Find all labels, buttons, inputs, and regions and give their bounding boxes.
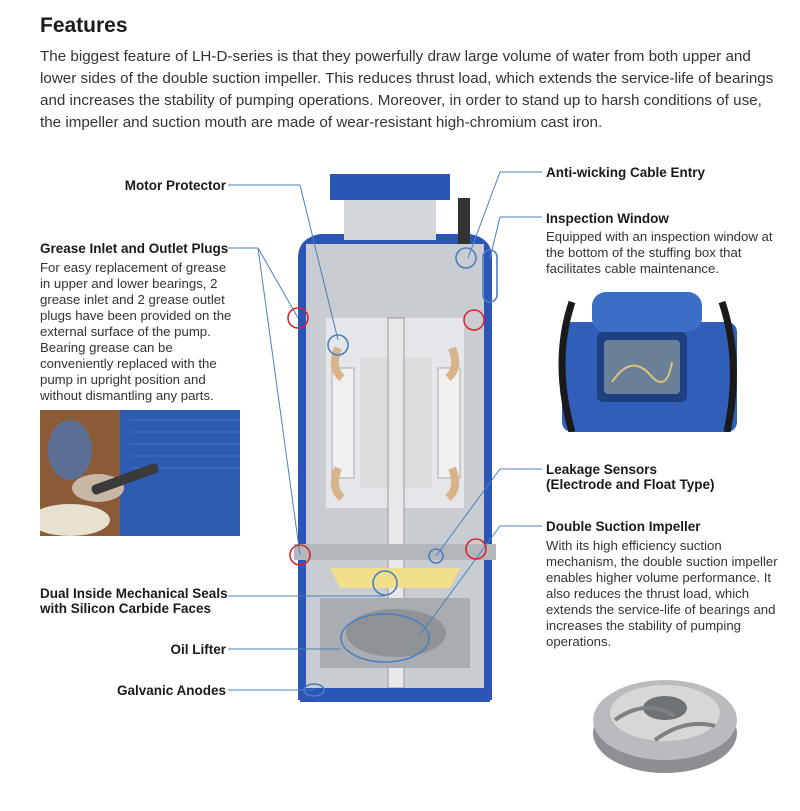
label-dual-seals-1: Dual Inside Mechanical Seals	[40, 586, 228, 601]
cable-entry-marker	[456, 248, 476, 268]
mechanical-seal-marker	[373, 571, 397, 595]
label-inspection-window: Inspection Window	[546, 211, 669, 226]
label-motor-protector: Motor Protector	[124, 178, 226, 193]
label-oil-lifter: Oil Lifter	[170, 642, 226, 657]
inspection-description: Equipped with an inspection window at the bottom of the stuffing box that facilitates cable maintenance.	[546, 229, 773, 276]
label-dual-seals-2: with Silicon Carbide Faces	[40, 601, 212, 616]
label-double-suction-impeller: Double Suction Impeller	[546, 519, 701, 534]
impeller-description: With its high efficiency suction mechanism, the double suction impeller enables higher volume performance. It also reduces the thrust load, which extends the service-life of bearings and increases the stability of pumping operations.	[546, 538, 778, 649]
grease-description: For easy replacement of grease in upper and lower bearings, 2 grease inlet and 2 grease outlet plugs have been provided on the external surface of the pump. Bearing grease can be conveniently replaced with the pump in upright position and without dismantling any parts.	[40, 260, 232, 403]
impeller-marker	[341, 614, 429, 662]
page-title: Features	[40, 14, 128, 37]
label-cable-entry: Anti-wicking Cable Entry	[546, 165, 706, 180]
intro-paragraph: The biggest feature of LH-D-series is that they powerfully draw large volume of water from both upper and lower sides of the double suction impeller. This reduces thrust load, which extends the service-life of bearings and increases the stability of pumping operations. Moreover, in order to stand up to harsh conditions of use, the impeller and suction mouth are made of wear-resistant high-chromium cast iron.	[40, 48, 774, 131]
label-grease-plugs: Grease Inlet and Outlet Plugs	[40, 241, 229, 256]
label-leakage-sensors-2: (Electrode and Float Type)	[546, 477, 715, 492]
label-leakage-sensors-1: Leakage Sensors	[546, 462, 658, 477]
label-galvanic-anodes: Galvanic Anodes	[116, 683, 226, 698]
grease-plug-marker-upper-right	[464, 310, 484, 330]
